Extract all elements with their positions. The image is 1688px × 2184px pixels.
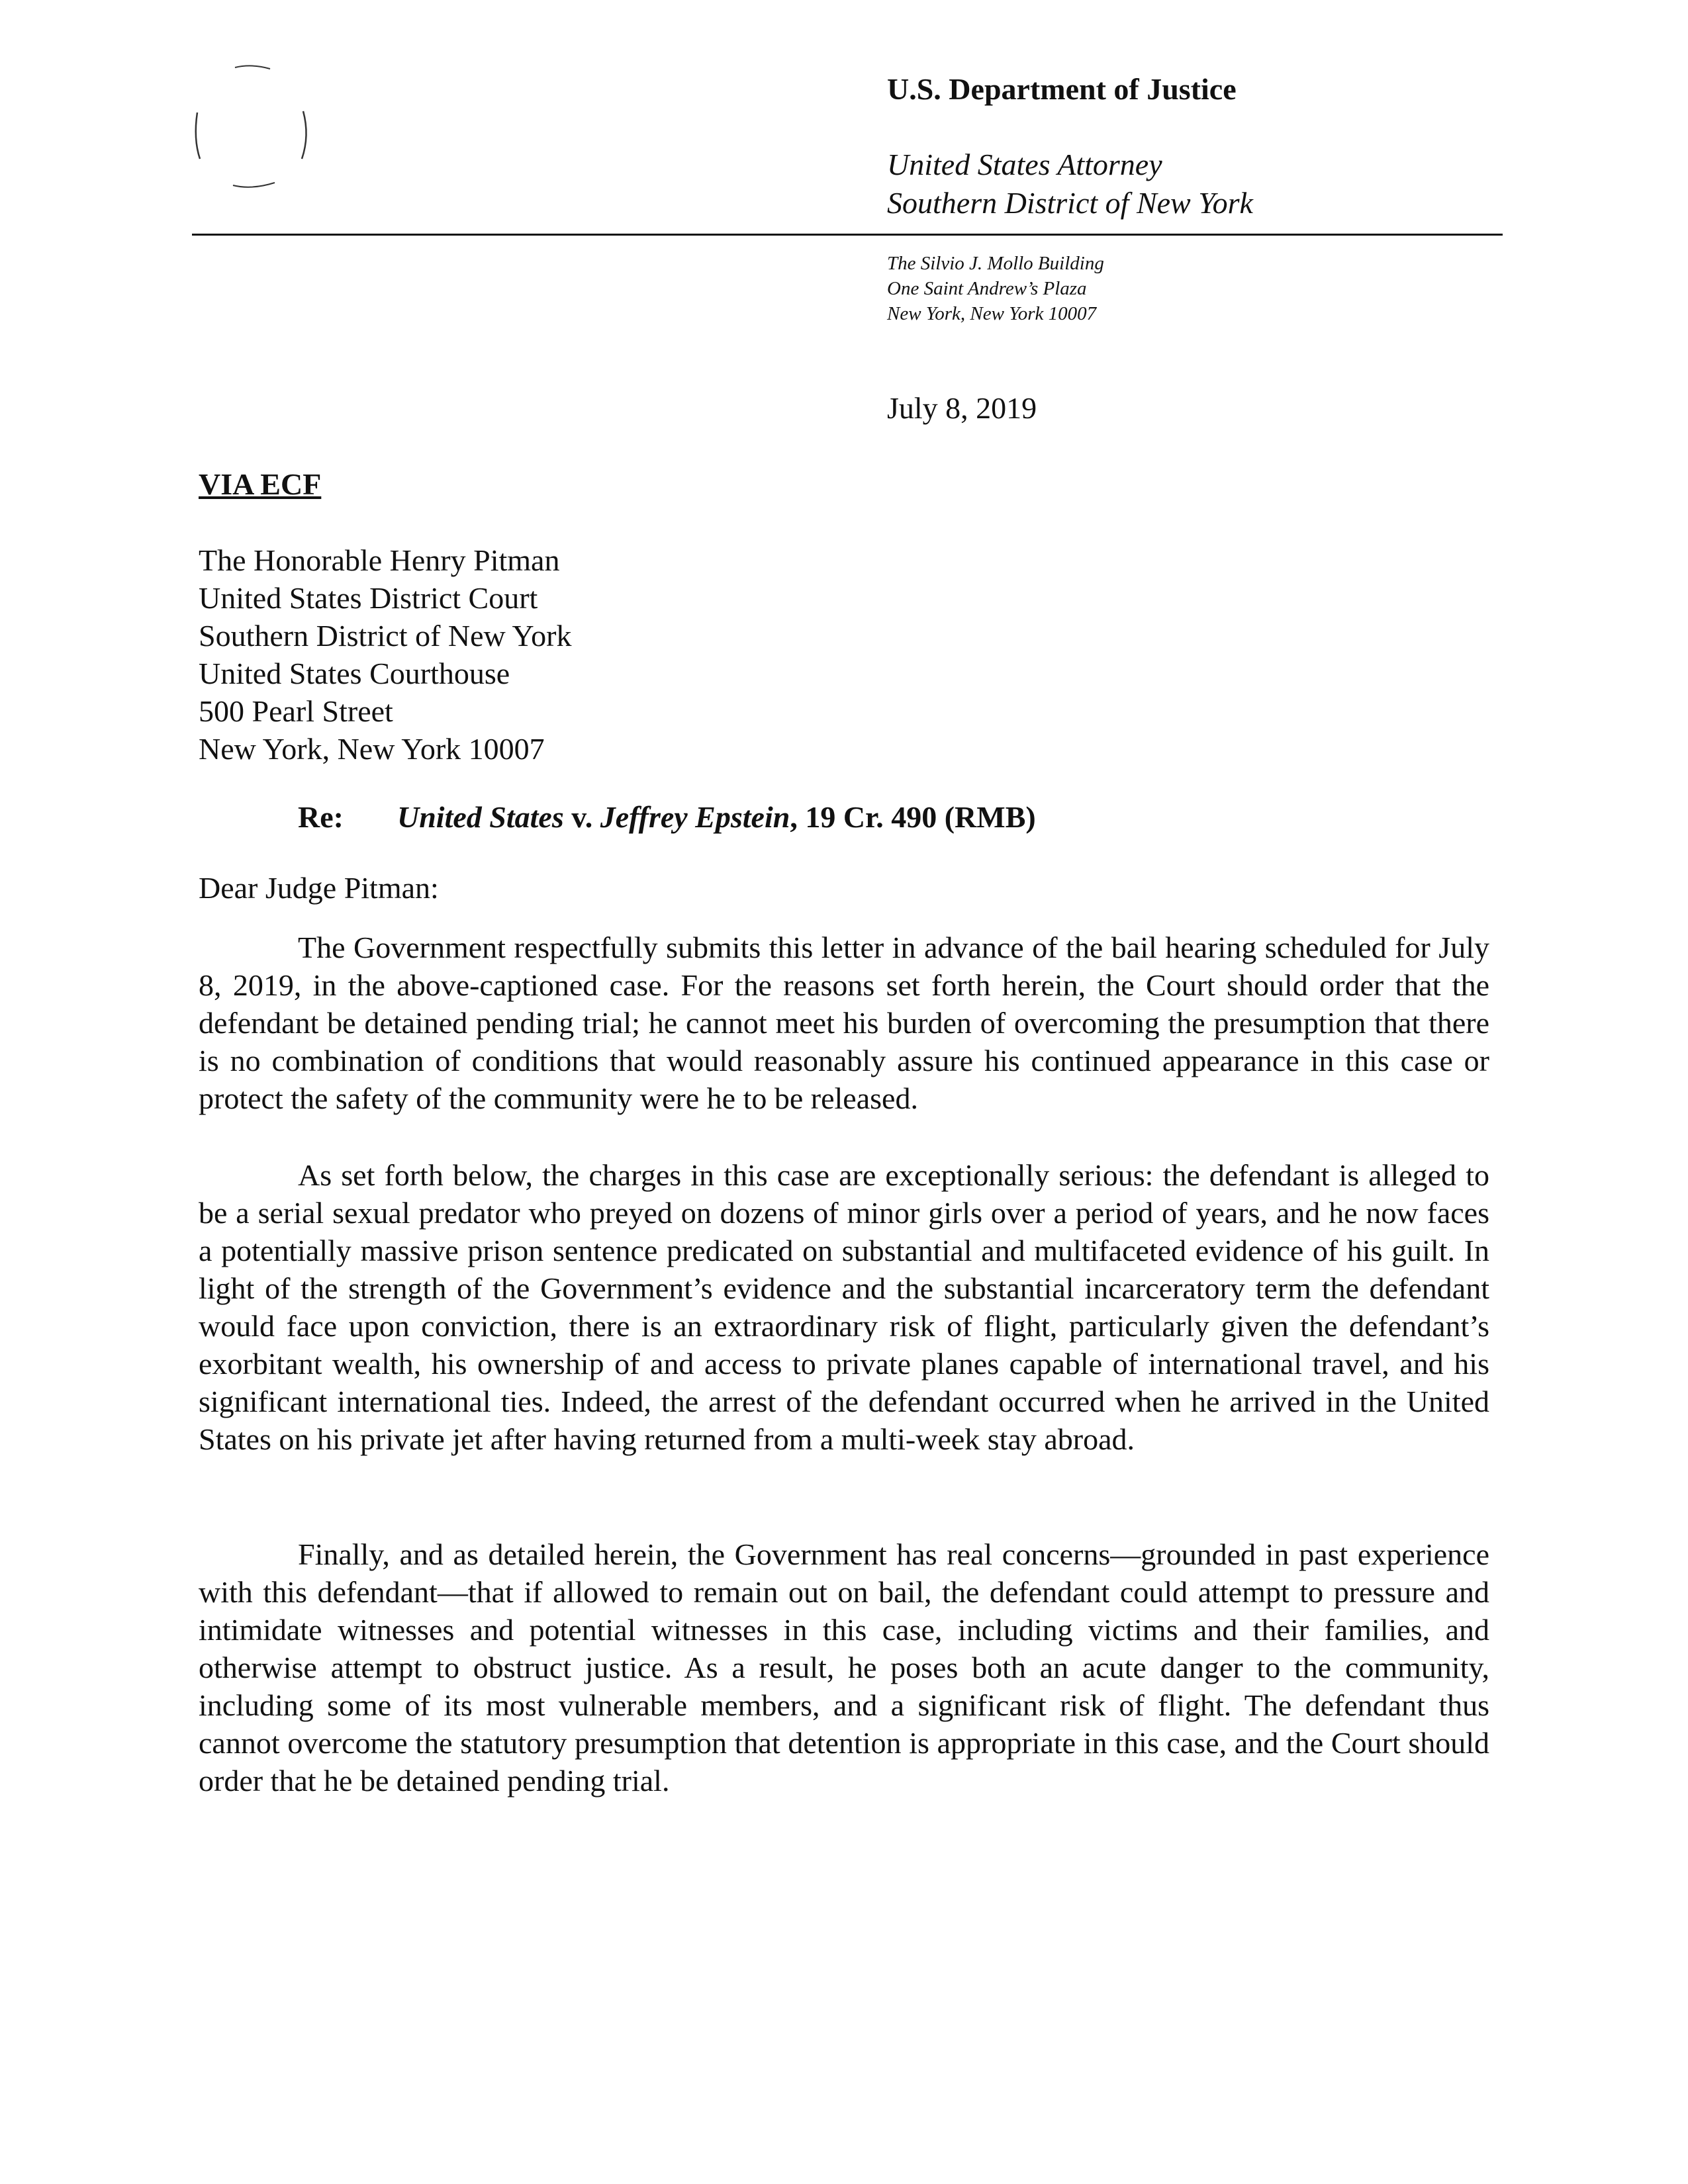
body-paragraph-2: As set forth below, the charges in this case are exceptionally serious: the defendant is alleged to be a serial sexual predator who preyed on dozens of minor girls over a period of years, and he now faces a potentially massive prison sentence predicated on substantial and multifaceted evidence of his guilt. In light of the strength of the Government’s evidence and the substantial incarceratory term the defendant would face upon conviction, there is an extraordinary risk of flight, particularly given the defendant’s exorbitant wealth, his ownership of and access to private planes capable of international travel, and his significant international ties. Indeed, the arrest of the defendant occurred when he arrived in the United States on his private jet after having returned from a multi-week stay abroad. <box>199 1158 1489 1456</box>
office-address-line: New York, New York 10007 <box>887 303 1097 324</box>
case-versus: v. <box>563 800 600 834</box>
doj-seal-icon <box>185 60 318 199</box>
re-label: Re: <box>298 800 344 834</box>
case-docket: , 19 Cr. 490 (RMB) <box>790 800 1036 834</box>
case-caption <box>397 799 1036 835</box>
recipient-line: Southern District of New York <box>199 619 572 653</box>
letter-date: July 8, 2019 <box>887 391 1037 425</box>
office-district: Southern District of New York <box>887 186 1253 220</box>
salutation: Dear Judge Pitman: <box>199 871 439 905</box>
office-title: United States Attorney <box>887 148 1162 181</box>
office-address-line: The Silvio J. Mollo Building <box>887 253 1104 274</box>
letterhead-rule <box>192 234 1503 236</box>
delivery-method: VIA ECF <box>199 467 322 501</box>
case-party-defendant: Jeffrey Epstein <box>600 800 790 834</box>
recipient-line: United States District Court <box>199 581 538 615</box>
recipient-line: United States Courthouse <box>199 657 510 690</box>
office-address-line: One Saint Andrew’s Plaza <box>887 278 1087 299</box>
recipient-line: The Honorable Henry Pitman <box>199 543 560 577</box>
case-party-plaintiff: United States <box>397 800 564 834</box>
body-paragraph-3: Finally, and as detailed herein, the Government has real concerns—grounded in past experience with this defendant—that if allowed to remain out on bail, the defendant could attempt to pressure and intimidate witnesses and potential witnesses in this case, including victims and their families, and otherwise attempt to obstruct justice. As a result, he poses both an acute danger to the community, including some of its most vulnerable members, and a significant risk of flight. The defendant thus cannot overcome the statutory presumption that detention is appropriate in this case, and the Court should order that he be detained pending trial. <box>199 1537 1489 1797</box>
body-paragraph-1: The Government respectfully submits this letter in advance of the bail hearing scheduled for July 8, 2019, in the above-captioned case. For the reasons set forth herein, the Court should order that the defendant be detained pending trial; he cannot meet his burden of overcoming the presumption that there is no combination of conditions that would reasonably assure his continued appearance in this case or protect the safety of the community were he to be released. <box>199 931 1489 1115</box>
department-name: U.S. Department of Justice <box>887 72 1237 106</box>
recipient-line: 500 Pearl Street <box>199 694 393 728</box>
recipient-line: New York, New York 10007 <box>199 732 545 766</box>
